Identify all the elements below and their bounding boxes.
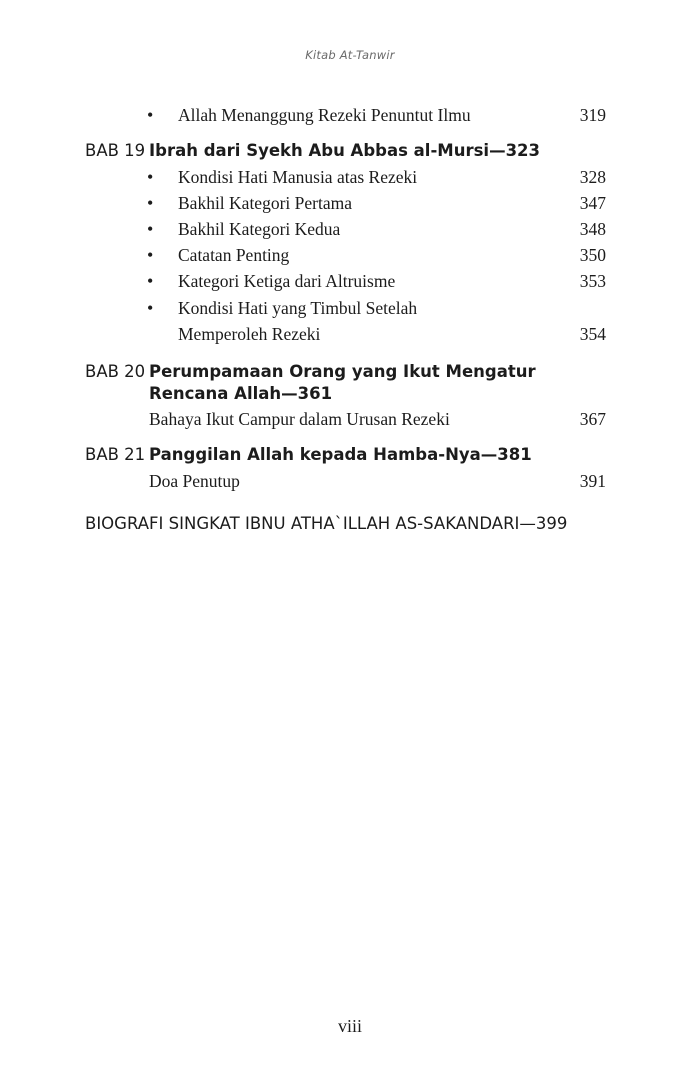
toc-entry-title: Bakhil Kategori Kedua — [178, 219, 341, 239]
chapter-title: Ibrah dari Syekh Abu Abbas al-Mursi—323 — [149, 141, 541, 160]
chapter-label: BAB 19 — [85, 141, 146, 160]
chapter-title-continued: Rencana Allah—361 — [149, 384, 333, 403]
toc-entry-title: Kondisi Hati Manusia atas Rezeki — [178, 167, 418, 187]
toc-entry-page: 391 — [579, 471, 606, 491]
chapter-title: Perumpamaan Orang yang Ikut Mengatur — [149, 362, 536, 381]
toc-entry-page: 354 — [579, 324, 606, 344]
toc-entry-title: Doa Penutup — [149, 471, 240, 491]
bullet-icon: • — [147, 167, 154, 187]
toc-entry-title-continued: Memperoleh Rezeki — [178, 324, 321, 344]
toc-entry-page: 328 — [579, 167, 606, 187]
toc-entry-page: 347 — [579, 193, 606, 213]
chapter-label: BAB 21 — [85, 445, 146, 464]
toc-entry-page: 350 — [579, 245, 606, 265]
toc-entry-title: Kondisi Hati yang Timbul Setelah — [178, 298, 418, 318]
bullet-icon: • — [147, 193, 154, 213]
chapter-label: BAB 20 — [85, 362, 146, 381]
chapter-title: Panggilan Allah kepada Hamba-Nya—381 — [149, 445, 532, 464]
toc-entry-title: Catatan Penting — [178, 245, 290, 265]
bullet-icon: • — [147, 219, 154, 239]
page-number: viii — [337, 1016, 362, 1036]
running-head: Kitab At-Tanwir — [305, 48, 395, 62]
bullet-icon: • — [147, 271, 154, 291]
bullet-icon: • — [147, 298, 154, 318]
bullet-icon: • — [147, 245, 154, 265]
toc-entry-page: 353 — [579, 271, 606, 291]
toc-entry-title: Allah Menanggung Rezeki Penuntut Ilmu — [178, 105, 471, 125]
toc-entry-page: 367 — [579, 409, 606, 429]
bullet-icon: • — [147, 105, 154, 125]
biography-entry[interactable]: BIOGRAFI SINGKAT IBNU ATHA`ILLAH AS-SAKANDARI—399 — [85, 514, 568, 533]
toc-entry-page: 319 — [579, 105, 606, 125]
toc-entry-title: Bahaya Ikut Campur dalam Urusan Rezeki — [149, 409, 450, 429]
toc-entry-page: 348 — [579, 219, 606, 239]
toc-entry-title: Bakhil Kategori Pertama — [178, 193, 352, 213]
toc-entry-title: Kategori Ketiga dari Altruisme — [178, 271, 396, 291]
